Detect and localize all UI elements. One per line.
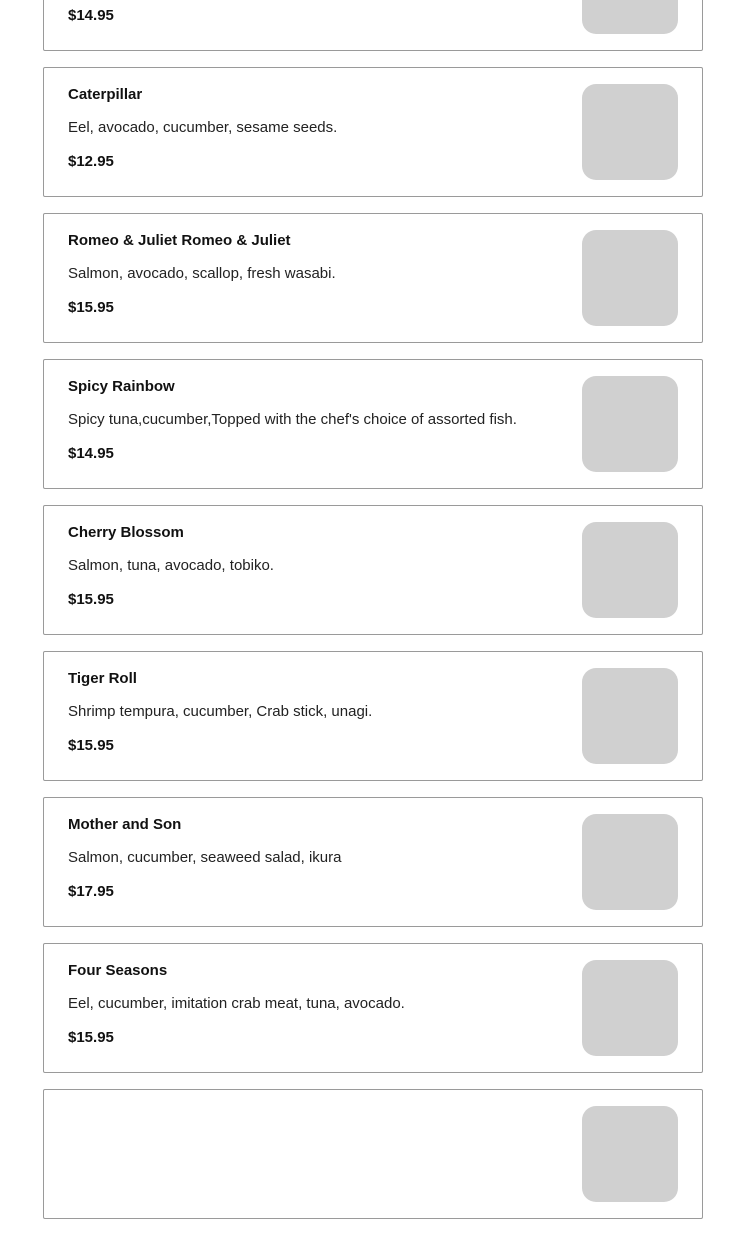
menu-list — [43, 0, 703, 1235]
menu-item-description: Salmon, tuna, avocado, tobiko. — [68, 557, 274, 574]
menu-item-description: Eel, cucumber, imitation crab meat, tuna, avocado. — [68, 995, 405, 1012]
menu-item-price: $14.95 — [68, 445, 114, 462]
menu-item-image-placeholder — [582, 814, 678, 910]
menu-item-price: $15.95 — [68, 1029, 114, 1046]
menu-item-card[interactable] — [43, 213, 703, 343]
menu-item-price: $17.95 — [68, 883, 114, 900]
menu-item-card[interactable] — [43, 359, 703, 489]
menu-item-image-placeholder — [582, 522, 678, 618]
menu-item-description: Shrimp tempura, cucumber, Crab stick, unagi. — [68, 703, 373, 720]
menu-item-image-placeholder — [582, 1106, 678, 1202]
menu-item-card[interactable] — [43, 1089, 703, 1219]
menu-item-price: $15.95 — [68, 591, 114, 608]
menu-item-card[interactable] — [43, 0, 703, 51]
menu-item-image-placeholder — [582, 230, 678, 326]
menu-item-card[interactable] — [43, 67, 703, 197]
menu-item-name: Mother and Son — [68, 816, 182, 833]
menu-item-card[interactable] — [43, 651, 703, 781]
menu-item-description: Salmon, avocado, scallop, fresh wasabi. — [68, 265, 336, 282]
menu-item-price: $14.95 — [68, 7, 114, 24]
menu-item-name: Four Seasons — [68, 962, 168, 979]
menu-item-card[interactable] — [43, 505, 703, 635]
menu-item-name: Caterpillar — [68, 86, 143, 103]
menu-item-name: Cherry Blossom — [68, 524, 184, 541]
menu-item-image-placeholder — [582, 84, 678, 180]
menu-item-image-placeholder — [582, 376, 678, 472]
menu-item-name: Tiger Roll — [68, 670, 137, 687]
menu-item-image-placeholder — [582, 0, 678, 34]
menu-item-card[interactable] — [43, 943, 703, 1073]
menu-item-image-placeholder — [582, 960, 678, 1056]
menu-item-price: $12.95 — [68, 153, 114, 170]
menu-item-price: $15.95 — [68, 737, 114, 754]
menu-item-name: Romeo & Juliet Romeo & Juliet — [68, 232, 291, 249]
menu-item-price: $15.95 — [68, 299, 114, 316]
menu-item-name: Spicy Rainbow — [68, 378, 175, 395]
menu-item-description: Spicy tuna,cucumber,Topped with the chef's choice of assorted fish. — [68, 411, 517, 428]
menu-item-card[interactable] — [43, 797, 703, 927]
menu-item-image-placeholder — [582, 668, 678, 764]
menu-item-description: Eel, avocado, cucumber, sesame seeds. — [68, 119, 338, 136]
menu-item-description: Salmon, cucumber, seaweed salad, ikura — [68, 849, 342, 866]
